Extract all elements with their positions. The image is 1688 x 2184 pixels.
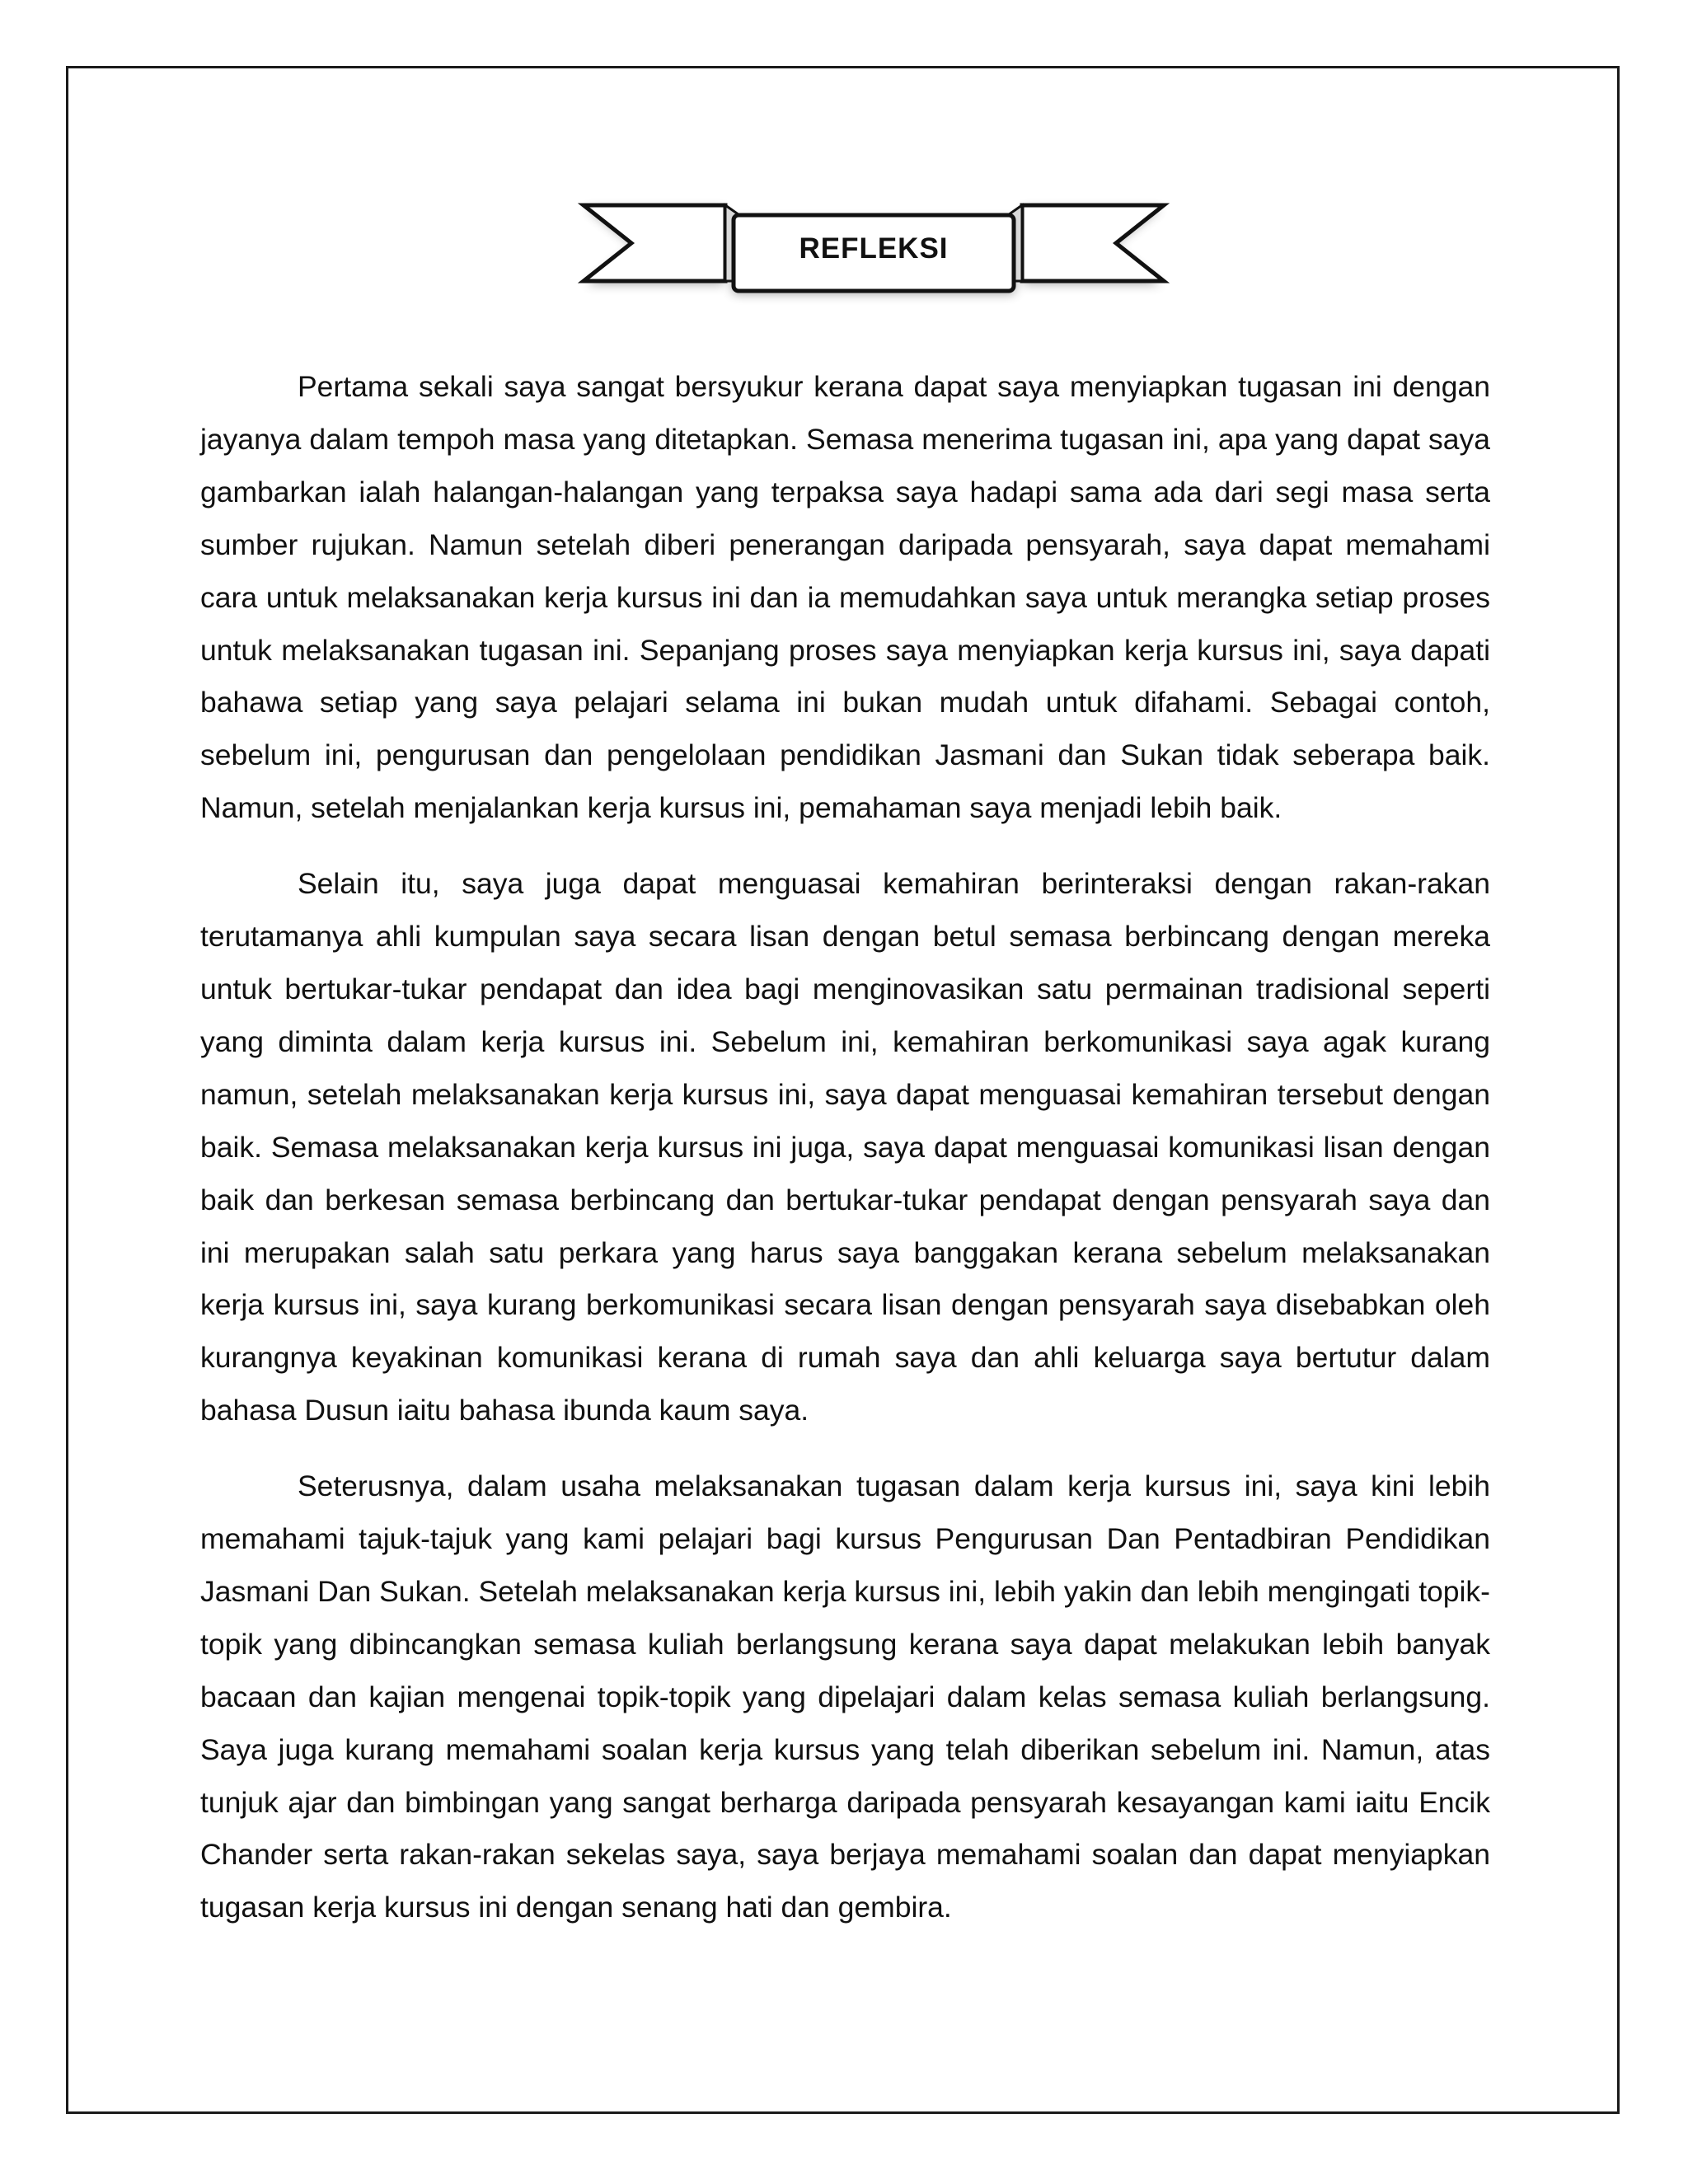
title-banner [577,194,1170,309]
page-title: REFLEKSI [799,232,949,265]
ribbon-right-tail [1022,205,1164,281]
ribbon-left-tail [584,205,725,281]
paragraph-3: Seterusnya, dalam usaha melaksanakan tugasan dalam kerja kursus ini, saya kini lebih memahami tajuk-tajuk yang kami pelajari bagi kursus Pengurusan Dan Pentadbiran Pendidikan Jasmani Dan Sukan. Setelah melaksanakan kerja kursus ini, lebih yakin dan lebih mengingati topik-topik yang dibincangkan semasa kuliah berlangsung kerana saya dapat melakukan lebih banyak bacaan dan kajian mengenai topik-topik yang dipelajari dalam kelas semasa kuliah berlangsung. Saya juga kurang memahami soalan kerja kursus yang telah diberikan sebelum ini. Namun, atas tunjuk ajar dan bimbingan yang sangat berharga daripada pensyarah kesayangan kami iaitu Encik Chander serta rakan-rakan sekelas saya, saya berjaya memahami soalan dan dapat menyiapkan tugasan kerja kursus ini dengan senang hati dan gembira. [200,1469,1490,1924]
body-text [200,361,1490,1957]
paragraph-2: Selain itu, saya juga dapat menguasai kemahiran berinteraksi dengan rakan-rakan terutamanya ahli kumpulan saya secara lisan dengan betul semasa berbincang dengan mereka untuk bertukar-tukar pendapat dan idea bagi menginovasikan satu permainan tradisional seperti yang diminta dalam kerja kursus ini. Sebelum ini, kemahiran berkomunikasi saya agak kurang namun, setelah melaksanakan kerja kursus ini, saya dapat menguasai kemahiran tersebut dengan baik. Semasa melaksanakan kerja kursus ini juga, saya dapat menguasai komunikasi lisan dengan baik dan berkesan semasa berbincang dan bertukar-tukar pendapat dengan pensyarah saya dan ini merupakan salah satu perkara yang harus saya banggakan kerana sebelum melaksanakan kerja kursus ini, saya kurang berkomunikasi secara lisan dengan pensyarah saya disebabkan oleh kurangnya keyakinan komunikasi kerana di rumah saya dan ahli keluarga saya bertutur dalam bahasa Dusun iaitu bahasa ibunda kaum saya. [200,867,1490,1427]
paragraph-1: Pertama sekali saya sangat bersyukur kerana dapat saya menyiapkan tugasan ini dengan jayanya dalam tempoh masa yang ditetapkan. Semasa menerima tugasan ini, apa yang dapat saya gambarkan ialah halangan-halangan yang terpaksa saya hadapi sama ada dari segi masa serta sumber rujukan. Namun setelah diberi penerangan daripada pensyarah, saya dapat memahami cara untuk melaksanakan kerja kursus ini dan ia memudahkan saya untuk merangka setiap proses untuk melaksanakan tugasan ini. Sepanjang proses saya menyiapkan kerja kursus ini, saya dapati bahawa setiap yang saya pelajari selama ini bukan mudah untuk difahami. Sebagai contoh, sebelum ini, pengurusan dan pengelolaan pendidikan Jasmani dan Sukan tidak seberapa baik. Namun, setelah menjalankan kerja kursus ini, pemahaman saya menjadi lebih baik. [200,370,1490,825]
